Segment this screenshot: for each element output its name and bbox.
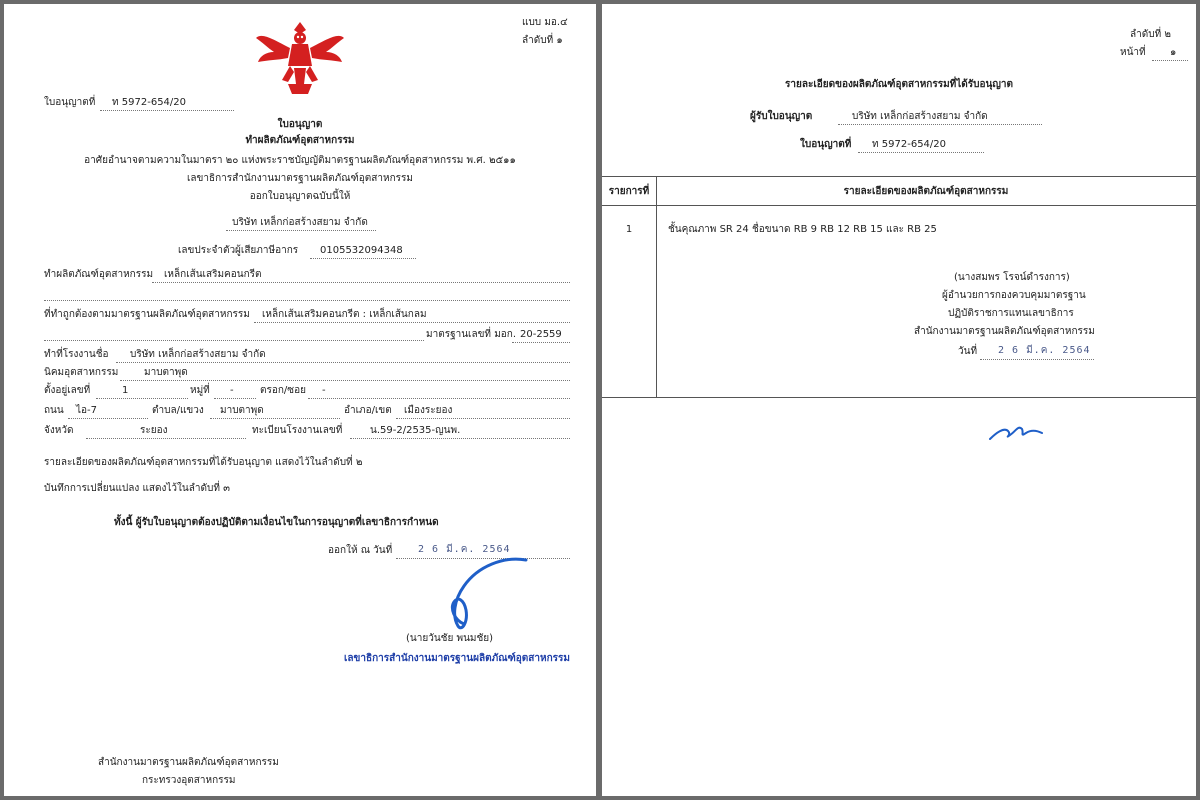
standard-no: 20-2559 xyxy=(520,329,562,340)
license-no: ท 5972-654/20 xyxy=(872,139,947,150)
estate-label: นิคมอุตสาหกรรม xyxy=(44,367,119,378)
dotted-line xyxy=(512,342,570,343)
table-divider xyxy=(602,205,1196,206)
dotted-line xyxy=(308,398,570,399)
dotted-line xyxy=(44,300,570,301)
dotted-line xyxy=(116,362,570,363)
address-no-label: ตั้งอยู่เลขที่ xyxy=(44,385,91,396)
issued-date-label: ออกให้ ณ วันที่ xyxy=(328,545,393,556)
standard-product: เหล็กเส้นเสริมคอนกรีต : เหล็กเส้นกลม xyxy=(262,309,427,320)
product: เหล็กเส้นเสริมคอนกรีต xyxy=(164,269,262,280)
road-label: ถนน xyxy=(44,405,64,416)
license-page xyxy=(4,4,596,796)
dotted-line xyxy=(210,418,340,419)
province: ระยอง xyxy=(140,425,168,436)
table-divider xyxy=(656,177,657,397)
secretary-line: เลขาธิการสำนักงานมาตรฐานผลิตภัณฑ์อุตสาหกรรม xyxy=(187,173,413,184)
ministry-name: กระทรวงอุตสาหกรรม xyxy=(142,775,236,786)
details-heading: รายละเอียดของผลิตภัณฑ์อุตสาหกรรมที่ได้รับอนุญาต xyxy=(784,79,1013,90)
soi: - xyxy=(322,385,326,396)
licensee-label: ผู้รับใบอนุญาต xyxy=(750,111,813,122)
dotted-line xyxy=(86,438,246,439)
signature-icon xyxy=(444,552,534,634)
license-no-label: ใบอนุญาตที่ xyxy=(800,139,852,150)
sequence-label: ลำดับที่ ๒ xyxy=(1130,29,1171,40)
office-name: สำนักงานมาตรฐานผลิตภัณฑ์อุตสาหกรรม xyxy=(98,757,279,768)
license-no-label: ใบอนุญาตที่ xyxy=(44,97,96,108)
product-label: ทำผลิตภัณฑ์อุตสาหกรรม xyxy=(44,269,154,280)
table-cell-detail: ชั้นคุณภาพ SR 24 ชื่อขนาด RB 9 RB 12 RB 15 และ RB 25 xyxy=(668,224,937,235)
authority-line: อาศัยอำนาจตามความในมาตรา ๒๐ แห่งพระราชบัญญัติมาตรฐานผลิตภัณฑ์อุตสาหกรรม พ.ศ. ๒๕๑๑ xyxy=(84,155,516,166)
signer-name: (นายวันชัย พนมชัย) xyxy=(406,633,494,644)
garuda-emblem-icon xyxy=(252,18,348,100)
details-note: รายละเอียดของผลิตภัณฑ์อุตสาหกรรมที่ได้รับอนุญาต แสดงไว้ในลำดับที่ ๒ xyxy=(44,457,363,468)
dotted-line xyxy=(310,258,416,259)
tax-id-label: เลขประจำตัวผู้เสียภาษีอากร xyxy=(178,245,299,256)
factory-label: ทำที่โรงงานชื่อ xyxy=(44,349,109,360)
dotted-line xyxy=(214,398,256,399)
signer-office: สำนักงานมาตรฐานผลิตภัณฑ์อุตสาหกรรม xyxy=(914,326,1095,337)
date-stamp: 2 6 มี.ค. 2564 xyxy=(998,345,1091,356)
license-no: ท 5972-654/20 xyxy=(112,97,187,108)
dotted-line xyxy=(838,124,1042,125)
table-header-detail: รายละเอียดของผลิตภัณฑ์อุตสาหกรรม xyxy=(843,186,1009,197)
document-subtitle: ทำผลิตภัณฑ์อุตสาหกรรม xyxy=(245,135,355,146)
dotted-line xyxy=(1152,60,1188,61)
address-no: 1 xyxy=(122,385,129,396)
license-condition: ทั้งนี้ ผู้รับใบอนุญาตต้องปฏิบัติตามเงื่อนไขในการอนุญาตที่เลขาธิการกำหนด xyxy=(114,517,439,528)
standard-product-label: ที่ทำถูกต้องตามมาตรฐานผลิตภัณฑ์อุตสาหกรรม xyxy=(44,309,250,320)
form-code: แบบ มอ.๔ xyxy=(522,17,568,28)
signature-icon xyxy=(986,421,1046,445)
sequence-label: ลำดับที่ ๑ xyxy=(522,35,563,46)
subdistrict: มาบตาพุด xyxy=(220,405,264,416)
dotted-line xyxy=(152,282,570,283)
dotted-line xyxy=(226,230,376,231)
tax-id: 0105532094348 xyxy=(320,245,403,256)
dotted-line xyxy=(68,418,148,419)
standard-no-label: มาตรฐานเลขที่ มอก. xyxy=(426,329,517,340)
document-title: ใบอนุญาต xyxy=(277,119,323,130)
dotted-line xyxy=(44,340,424,341)
province-label: จังหวัด xyxy=(44,425,74,436)
page-label: หน้าที่ xyxy=(1120,47,1146,58)
district-label: อำเภอ/เขต xyxy=(344,405,392,416)
factory-reg-label: ทะเบียนโรงงานเลขที่ xyxy=(252,425,343,436)
dotted-line xyxy=(120,380,570,381)
factory-reg: น.59-2/2535-ญนพ. xyxy=(370,425,461,436)
factory: บริษัท เหล็กก่อสร้างสยาม จำกัด xyxy=(130,349,266,360)
signer-acting: ปฏิบัติราชการแทนเลขาธิการ xyxy=(948,308,1074,319)
dotted-line xyxy=(254,322,570,323)
licensee: บริษัท เหล็กก่อสร้างสยาม จำกัด xyxy=(852,111,988,122)
moo: - xyxy=(230,385,234,396)
company-name: บริษัท เหล็กก่อสร้างสยาม จำกัด xyxy=(232,217,368,228)
table-cell-no: 1 xyxy=(625,224,633,235)
issued-date-stamp: 2 6 มี.ค. 2564 xyxy=(418,544,511,555)
dotted-line xyxy=(396,418,570,419)
table-header-item: รายการที่ xyxy=(608,186,650,197)
subdistrict-label: ตำบล/แขวง xyxy=(152,405,204,416)
changes-note: บันทึกการเปลี่ยนแปลง แสดงไว้ในลำดับที่ ๓ xyxy=(44,483,230,494)
soi-label: ตรอก/ซอย xyxy=(260,385,306,396)
date-label: วันที่ xyxy=(958,346,978,357)
dotted-line xyxy=(100,110,234,111)
details-table xyxy=(602,176,1196,398)
road: ไอ-7 xyxy=(76,405,98,416)
moo-label: หมู่ที่ xyxy=(190,385,210,396)
page-number: ๑ xyxy=(1170,47,1177,58)
dotted-line xyxy=(350,438,570,439)
signer-title: เลขาธิการสำนักงานมาตรฐานผลิตภัณฑ์อุตสาหกรรม xyxy=(344,653,570,664)
signer-name: (นางสมพร โรจน์ดำรงการ) xyxy=(954,272,1070,283)
dotted-line xyxy=(980,359,1094,360)
district: เมืองระยอง xyxy=(404,405,453,416)
issue-line: ออกใบอนุญาตฉบับนี้ให้ xyxy=(249,191,351,202)
signer-title: ผู้อำนวยการกองควบคุมมาตรฐาน xyxy=(942,290,1086,301)
dotted-line xyxy=(858,152,984,153)
details-page xyxy=(602,4,1196,796)
estate: มาบตาพุด xyxy=(144,367,188,378)
dotted-line xyxy=(96,398,188,399)
